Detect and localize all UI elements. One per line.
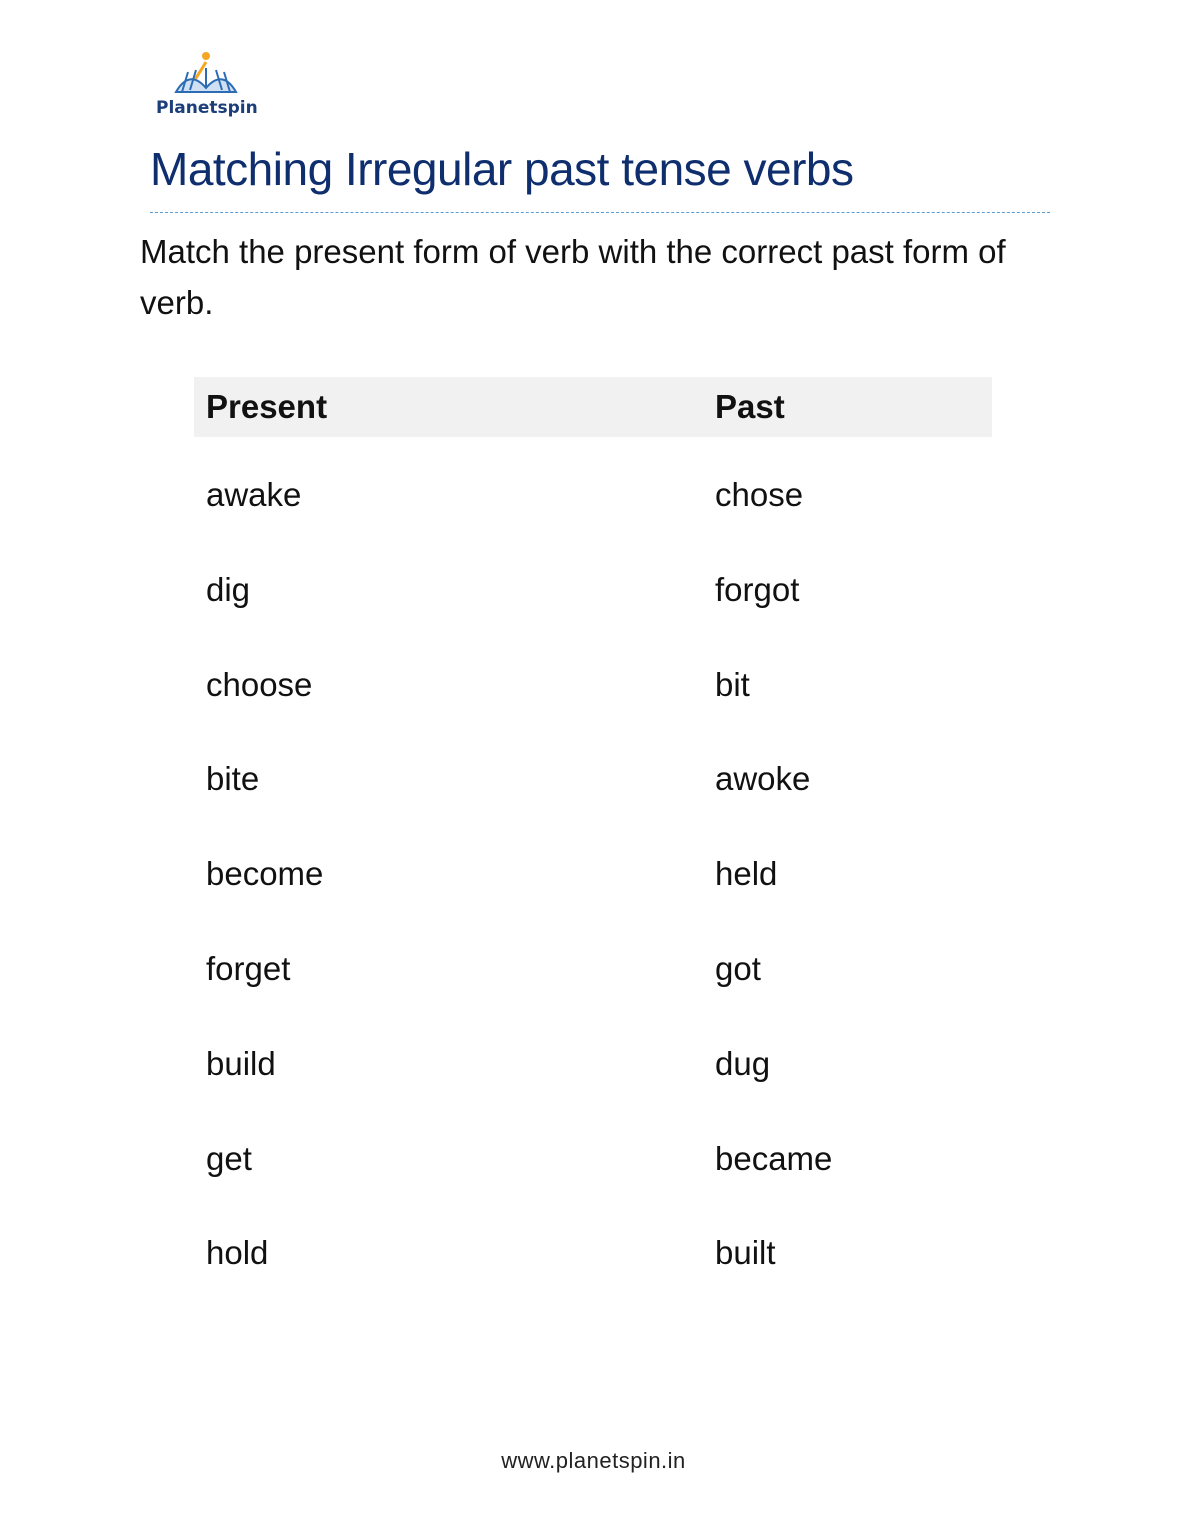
present-verb: bite [206, 760, 260, 798]
present-verb: build [206, 1044, 276, 1082]
past-verb: got [715, 949, 761, 987]
past-verb: bit [715, 665, 750, 703]
page-title: Matching Irregular past tense verbs [150, 143, 854, 195]
verb-matching-table [194, 377, 992, 1312]
table-row [194, 554, 992, 649]
logo-text: Planetspin [156, 98, 258, 118]
table-row [194, 649, 992, 744]
table-row [194, 1217, 992, 1312]
past-verb: awoke [715, 760, 811, 798]
past-verb: held [715, 855, 778, 893]
past-verb: dug [715, 1044, 771, 1082]
present-verb: awake [206, 476, 302, 513]
present-verb: choose [206, 665, 313, 703]
present-verb: get [206, 1139, 252, 1177]
present-verb: become [206, 855, 324, 893]
present-verb: dig [206, 570, 251, 608]
past-verb: forgot [715, 570, 800, 608]
instruction-text: Match the present form of verb with the correct past form of verb. [140, 233, 1006, 321]
table-row [194, 838, 992, 933]
table-row [194, 743, 992, 838]
table-header-row [194, 377, 992, 437]
table-body [194, 459, 992, 1312]
table-row [194, 459, 992, 554]
header-past: Past [715, 388, 785, 425]
present-verb: forget [206, 949, 291, 987]
title-divider [150, 212, 1050, 213]
table-row [194, 933, 992, 1028]
header-present: Present [206, 388, 328, 425]
past-verb: chose [715, 476, 804, 513]
past-verb: became [715, 1139, 833, 1177]
open-book-icon [170, 48, 242, 96]
table-row [194, 1123, 992, 1218]
present-verb: hold [206, 1234, 269, 1272]
footer-website: www.planetspin.in [501, 1448, 686, 1473]
planetspin-logo [150, 48, 262, 128]
past-verb: built [715, 1234, 776, 1272]
table-row [194, 1028, 992, 1123]
